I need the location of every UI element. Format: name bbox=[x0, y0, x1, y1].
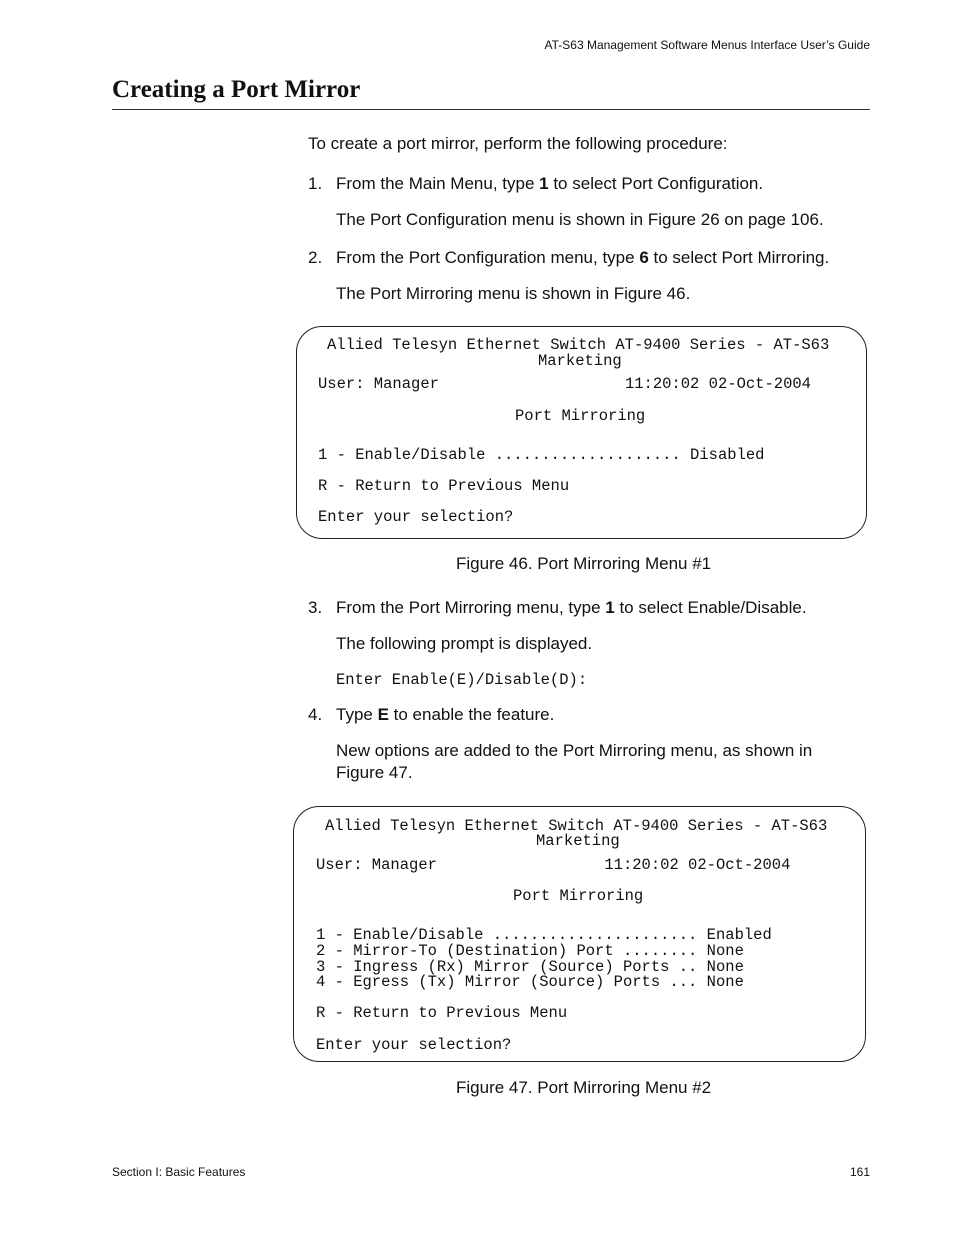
step-4-key: E bbox=[377, 705, 389, 724]
fig47-option-3: 3 - Ingress (Rx) Mirror (Source) Ports .. None bbox=[316, 958, 744, 976]
footer-section: Section I: Basic Features bbox=[112, 1165, 246, 1179]
fig47-option-r: R - Return to Previous Menu bbox=[316, 1004, 568, 1022]
step-3-prompt-code: Enter Enable(E)/Disable(D): bbox=[336, 671, 588, 689]
fig47-option-4: 4 - Egress (Tx) Mirror (Source) Ports ... None bbox=[316, 973, 744, 991]
fig47-prompt: Enter your selection? bbox=[316, 1036, 512, 1054]
fig46-option-1: 1 - Enable/Disable .................... Disabled bbox=[318, 446, 765, 464]
step-3-number: 3. bbox=[308, 598, 323, 617]
running-header: AT-S63 Management Software Menus Interface User’s Guide bbox=[544, 38, 870, 52]
step-2-text: From the Port Configuration menu, type 6 to select Port Mirroring. bbox=[336, 248, 830, 267]
step-2-key: 6 bbox=[639, 248, 649, 267]
fig47-system-name: Marketing bbox=[536, 832, 620, 850]
page-number: 161 bbox=[849, 1165, 870, 1179]
fig47-menu-title: Port Mirroring bbox=[513, 887, 644, 905]
step-3-text: From the Port Mirroring menu, type 1 to select Enable/Disable. bbox=[336, 598, 807, 617]
fig46-title-line: Allied Telesyn Ethernet Switch AT-9400 Series - AT-S63 bbox=[327, 336, 830, 354]
step-1-note: The Port Configuration menu is shown in Figure 26 on page 106. bbox=[336, 210, 824, 229]
fig47-option-2: 2 - Mirror-To (Destination) Port ........ None bbox=[316, 942, 744, 960]
fig47-option-1: 1 - Enable/Disable ...................... Enabled bbox=[316, 926, 772, 944]
fig46-user-line: User: Manager 11:20:02 02-Oct-2004 bbox=[318, 375, 811, 393]
intro-paragraph: To create a port mirror, perform the following procedure: bbox=[308, 134, 728, 153]
figure-47-caption: Figure 47. Port Mirroring Menu #2 bbox=[456, 1078, 712, 1097]
section-title: Creating a Port Mirror bbox=[112, 76, 361, 103]
step-1-number: 1. bbox=[308, 174, 323, 193]
step-4-text: Type E to enable the feature. bbox=[336, 705, 555, 724]
step-2-number: 2. bbox=[308, 248, 323, 267]
fig46-menu-title: Port Mirroring bbox=[515, 407, 646, 425]
step-3-key: 1 bbox=[605, 598, 615, 617]
step-2-note: The Port Mirroring menu is shown in Figure 46. bbox=[336, 284, 691, 303]
figure-46-caption: Figure 46. Port Mirroring Menu #1 bbox=[456, 554, 712, 573]
title-rule bbox=[112, 109, 870, 110]
step-1-key: 1 bbox=[539, 174, 549, 193]
step-4-number: 4. bbox=[308, 705, 323, 724]
fig46-system-name: Marketing bbox=[538, 352, 622, 370]
fig47-user-line: User: Manager 11:20:02 02-Oct-2004 bbox=[316, 856, 791, 874]
fig47-title-line: Allied Telesyn Ethernet Switch AT-9400 Series - AT-S63 bbox=[325, 817, 828, 835]
fig46-option-r: R - Return to Previous Menu bbox=[318, 477, 570, 495]
fig46-prompt: Enter your selection? bbox=[318, 508, 514, 526]
step-1-text: From the Main Menu, type 1 to select Port Configuration. bbox=[336, 174, 764, 193]
step-3-note: The following prompt is displayed. bbox=[336, 634, 593, 653]
step-4-note: New options are added to the Port Mirroring menu, as shown in Figure 47. bbox=[336, 741, 813, 782]
